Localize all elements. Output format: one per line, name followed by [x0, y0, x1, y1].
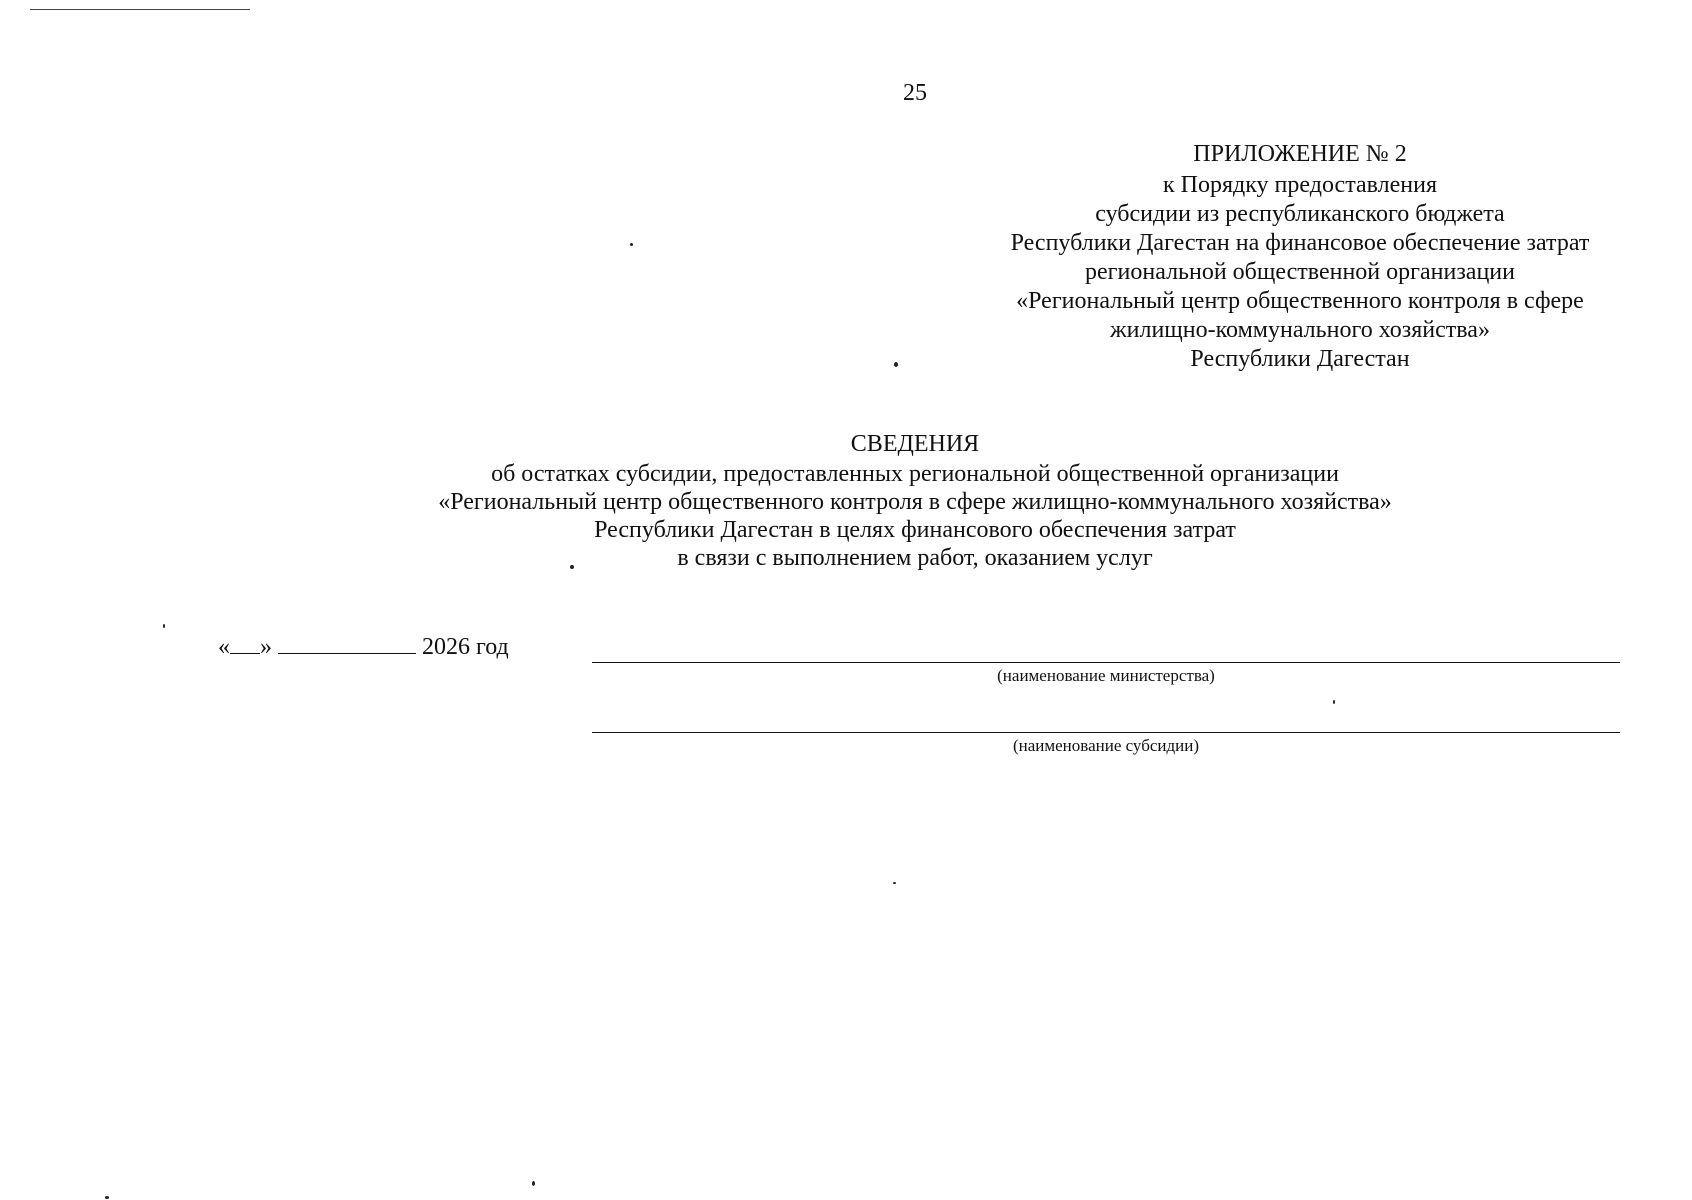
scan-speck: [893, 882, 896, 884]
ministry-name-line[interactable]: [592, 662, 1620, 663]
appendix-block: [950, 140, 1650, 374]
scan-speck: [105, 1196, 109, 1199]
ministry-caption: (наименование министерства): [997, 666, 1215, 685]
appendix-line: к Порядку предоставления: [1162, 172, 1437, 198]
scan-speck: [163, 624, 165, 628]
subsidy-caption: (наименование субсидии): [1012, 736, 1200, 755]
appendix-line: Республики Дагестан: [1190, 346, 1410, 372]
document-title-line: об остатках субсидии, предоставленных региональной общественной организации: [491, 461, 1339, 487]
date-close-quote: »: [260, 634, 272, 660]
appendix-line: жилищно-коммунального хозяйства»: [1110, 317, 1490, 343]
appendix-line: субсидии из республиканского бюджета: [1095, 201, 1505, 227]
document-title-block: [350, 430, 1480, 572]
document-title-line: в связи с выполнением работ, оказанием услуг: [677, 545, 1153, 571]
document-title-line: Республики Дагестан в целях финансового обеспечения затрат: [594, 517, 1236, 543]
year-text: 2026 год: [422, 634, 509, 660]
subsidy-name-line[interactable]: [592, 732, 1620, 733]
top-rule: [30, 9, 250, 10]
day-blank-field[interactable]: [230, 633, 260, 654]
scan-speck: [532, 1181, 535, 1186]
scan-speck: [1333, 700, 1335, 704]
date-open-quote: «: [218, 634, 230, 660]
appendix-line: региональной общественной организации: [1085, 259, 1515, 285]
date-line: [218, 633, 509, 661]
appendix-line: Республики Дагестан на финансовое обеспечение затрат: [1010, 230, 1590, 256]
scan-speck: [894, 362, 898, 367]
appendix-line: «Региональный центр общественного контроля в сфере: [1016, 288, 1584, 314]
appendix-line: ПРИЛОЖЕНИЕ № 2: [1193, 141, 1407, 167]
document-heading: СВЕДЕНИЯ: [850, 431, 980, 457]
scan-speck: [630, 243, 633, 246]
page-number: 25: [903, 80, 927, 106]
scan-speck: [570, 565, 574, 569]
document-title-line: «Региональный центр общественного контроля в сфере жилищно-коммунального хозяйства»: [438, 489, 1392, 515]
month-blank-field[interactable]: [278, 633, 416, 654]
